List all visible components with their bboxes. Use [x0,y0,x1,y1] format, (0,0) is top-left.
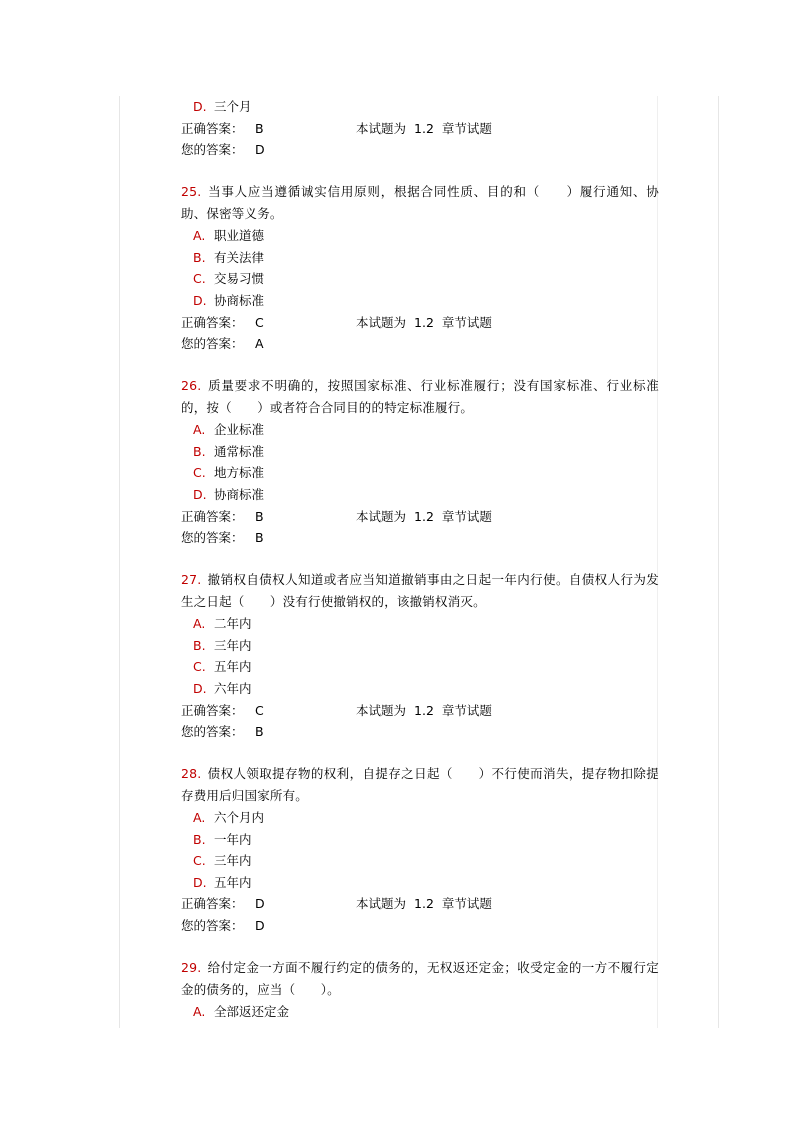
your-answer-row [181,139,659,161]
option-letter: D. [193,680,207,696]
option-text: 协商标准 [214,292,265,308]
score-prefix: 本试题为 [356,702,407,718]
spacer [181,937,659,957]
option-text: 三年内 [214,637,252,653]
correct-answer-label: 正确答案： [181,702,244,718]
option-b [181,635,659,657]
score-suffix: 章节试题 [441,314,492,330]
option-a [181,419,659,441]
question-stem: 质量要求不明确的，按照国家标准、行业标准履行；没有国家标准、行业标准的，按（ ）或者符合合同目的的特定标准履行。 [181,377,659,415]
question-list [181,161,659,937]
option-b [181,441,659,463]
option-letter: D. [193,874,207,890]
question-stem: 撤销权自债权人知道或者应当知道撤销事由之日起一年内行使。自债权人行为发生之日起（ ）没有行使撤销权的，该撤销权消灭。 [181,571,659,609]
option-letter: B. [193,831,206,847]
question-number: 27. [181,571,202,587]
your-answer-label: 您的答案： [181,918,244,934]
option-d [181,290,659,312]
score-info [356,506,500,528]
correct-answer-value: C [255,314,264,330]
score-value: 1.2 [414,702,434,718]
your-answer-row [181,527,659,549]
option-letter: A. [193,422,206,438]
question-number: 28. [181,765,202,781]
score-value: 1.2 [414,508,434,524]
option-text: 全部返还定金 [214,1004,290,1020]
option-a [181,225,659,247]
correct-answer-label: 正确答案： [181,508,244,524]
option-a [181,807,659,829]
spacer [181,743,659,763]
question-24-fragment [181,96,659,161]
option-letter: D. [193,99,207,114]
score-value: 1.2 [414,120,434,136]
score-value: 1.2 [414,896,434,912]
option-letter: A. [193,810,206,826]
your-answer-label: 您的答案： [181,142,244,158]
correct-answer-row [181,312,659,334]
question-block [181,569,659,743]
question-text [181,569,659,613]
option-c [181,462,659,484]
option-letter: A. [193,228,206,244]
option-b [181,829,659,851]
option-d [181,872,659,894]
option-text: 交易习惯 [214,271,265,287]
option-text: 地方标准 [214,465,265,481]
option-text: 六年内 [214,680,252,696]
spacer [181,161,659,181]
option-text: 一年内 [214,831,252,847]
question-29-fragment [181,957,659,1023]
option-text: 协商标准 [214,486,265,502]
option-letter: A. [193,616,206,632]
your-answer-value: D [255,918,265,934]
right-margin-rule [718,96,719,1028]
option-a [181,1001,659,1023]
score-info [356,118,500,140]
your-answer-value: B [255,724,264,740]
option-letter: B. [193,443,206,459]
correct-answer-row [181,118,659,140]
score-info [356,700,500,722]
option-a [181,613,659,635]
option-text: 有关法律 [214,249,265,265]
your-answer-row [181,333,659,355]
question-text [181,957,659,1001]
correct-answer-row [181,506,659,528]
question-stem: 债权人领取提存物的权利，自提存之日起（ ）不行使而消失，提存物扣除提存费用后归国家所有。 [181,765,659,803]
left-margin-rule [119,96,120,1028]
option-d [181,484,659,506]
score-suffix: 章节试题 [441,508,492,524]
option-text: 职业道德 [214,228,265,244]
option-text: 企业标准 [214,422,265,438]
option-text: 二年内 [214,616,252,632]
option-letter: C. [193,659,206,675]
question-block [181,763,659,937]
correct-answer-label: 正确答案： [181,314,244,330]
option-text: 六个月内 [214,810,265,826]
option-letter: D. [193,292,207,308]
correct-answer-value: B [255,120,264,136]
your-answer-row [181,915,659,937]
correct-answer-label: 正确答案： [181,896,244,912]
option-c [181,850,659,872]
your-answer-row [181,721,659,743]
score-value: 1.2 [414,314,434,330]
question-number: 26. [181,377,202,393]
correct-answer-value: D [255,896,265,912]
correct-answer-label: 正确答案： [181,120,244,136]
your-answer-label: 您的答案： [181,724,244,740]
your-answer-label: 您的答案： [181,530,244,546]
option-letter: C. [193,465,206,481]
option-c [181,268,659,290]
score-prefix: 本试题为 [356,896,407,912]
question-stem: 给付定金一方面不履行约定的债务的，无权返还定金；收受定金的一方不履行定金的债务的，应当（ ）。 [181,959,659,997]
score-suffix: 章节试题 [441,702,492,718]
option-letter: B. [193,637,206,653]
question-number: 29. [181,959,202,975]
correct-answer-value: C [255,702,264,718]
score-suffix: 章节试题 [441,120,492,136]
spacer [181,355,659,375]
question-text [181,181,659,225]
option-d [181,678,659,700]
question-block [181,181,659,355]
question-text [181,763,659,807]
option-c [181,656,659,678]
correct-answer-value: B [255,508,264,524]
correct-answer-row [181,893,659,915]
question-block [181,375,659,549]
option-d [181,96,659,118]
option-letter: C. [193,853,206,869]
option-b [181,247,659,269]
option-letter: A. [193,1004,206,1020]
score-info [356,312,500,334]
option-letter: B. [193,249,206,265]
option-text: 五年内 [214,874,252,890]
question-text [181,375,659,419]
option-text: 五年内 [214,659,252,675]
score-info [356,893,500,915]
score-prefix: 本试题为 [356,508,407,524]
question-stem: 当事人应当遵循诚实信用原则，根据合同性质、目的和（ ）履行通知、协助、保密等义务。 [181,183,659,221]
your-answer-label: 您的答案： [181,336,244,352]
score-prefix: 本试题为 [356,120,407,136]
your-answer-value: B [255,530,264,546]
option-letter: C. [193,271,206,287]
option-text: 三个月 [214,99,252,114]
option-letter: D. [193,486,207,502]
question-number: 25. [181,183,202,199]
your-answer-value: D [255,142,265,158]
option-text: 三年内 [214,853,252,869]
option-text: 通常标准 [214,443,265,459]
correct-answer-row [181,700,659,722]
your-answer-value: A [255,336,264,352]
score-prefix: 本试题为 [356,314,407,330]
score-suffix: 章节试题 [441,896,492,912]
exam-content [181,96,659,1023]
spacer [181,549,659,569]
